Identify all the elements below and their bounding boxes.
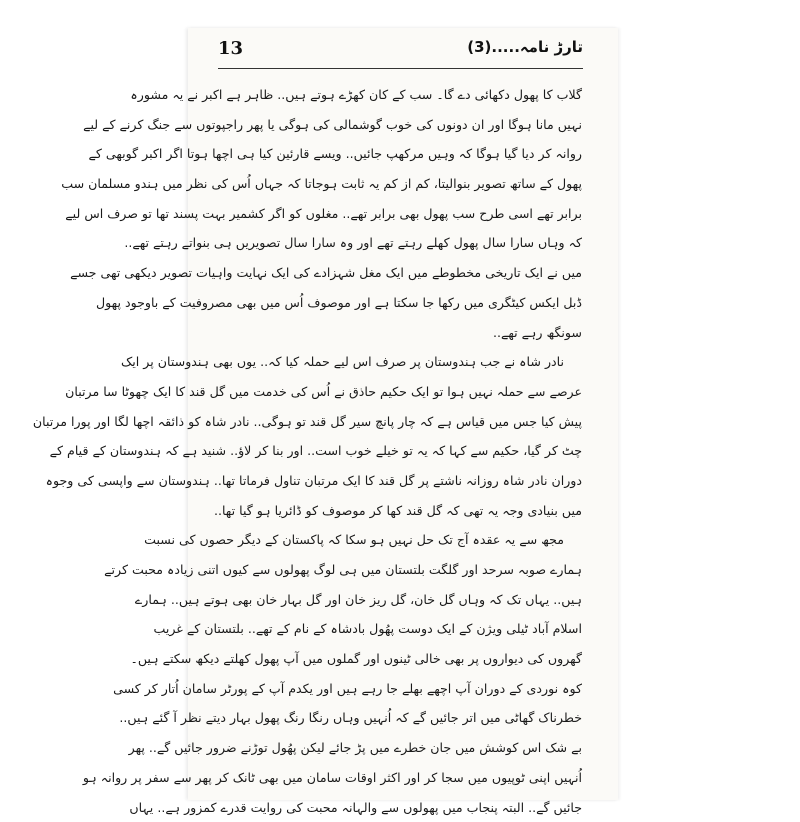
text-line: سونگھ رہے تھے..: [218, 318, 582, 348]
text-line: دوران نادر شاہ روزانہ ناشتے پر گل قند کا ایک مرتبان تناول فرماتا تھا.. ہندوستان سے واپسی کی وجوہ: [218, 466, 582, 496]
text-line: کہ وہاں سارا سال پھول کھلے رہتے تھے اور وہ سارا سال تصویریں ہی بنواتے رہتے تھے..: [218, 228, 582, 258]
text-line: برابر تھے اسی طرح سب پھول بھی برابر تھے.. مغلوں کو اگر کشمیر بہت پسند تھا تو صرف اس لیے: [218, 199, 582, 229]
text-line: گلاب کا پھول دکھائی دے گا۔ سب کے کان کھڑے ہوتے ہیں.. ظاہر ہے اکبر نے یہ مشورہ: [218, 80, 582, 110]
text-line: اُنہیں اپنی ٹوپیوں میں سجا کر اور اکثر اوقات سامان میں بھی ٹانک کر پھر سے سفر پر روانہ ہو: [218, 763, 582, 793]
paragraph: [218, 347, 582, 525]
text-line: کوہ نوردی کے دوران آپ اچھے بھلے جا رہے ہیں اور یکدم آپ کے پورٹر سامان اُتار کر کسی: [218, 674, 582, 704]
page-header: [218, 38, 583, 69]
text-line: ڈبل ایکس کیٹگری میں رکھا جا سکتا ہے اور موصوف اُس میں بھی مصروفیت کے باوجود پھول: [218, 288, 582, 318]
text-line: خطرناک گھاٹی میں اتر جائیں گے کہ اُنہیں وہاں رنگا رنگ پھول بہار دیتے نظر آ گئے ہیں..: [218, 703, 582, 733]
text-line: ہمارے صوبہ سرحد اور گلگت بلتستان میں ہی لوگ پھولوں سے کیوں اتنی زیادہ محبت کرتے: [218, 555, 582, 585]
text-line: روانہ کر دیا گیا ہوگا کہ وہیں مرکھپ جائیں.. ویسے قارئین کیا ہی اچھا ہوتا اگر اکبر گوبھی کے: [218, 139, 582, 169]
text-line: میں بنیادی وجہ یہ تھی کہ گل قند کھا کر موصوف کو ڈائریا ہو گیا تھا..: [218, 496, 582, 526]
text-line: پیش کیا جس میں قیاس ہے کہ چار پانچ سیر گل قند تو ہوگی.. نادر شاہ کو ذائقہ اچھا لگا اور پورا مرتبان: [218, 407, 582, 437]
text-line: نادر شاہ نے جب ہندوستان پر صرف اس لیے حملہ کیا کہ.. یوں بھی ہندوستان پر ایک: [218, 347, 582, 377]
text-line: جائیں گے.. البتہ پنجاب میں پھولوں سے والہانہ محبت کی روایت قدرے کمزور ہے.. یہاں: [218, 793, 582, 822]
text-line: پھول کے ساتھ تصویر بنوالیتا، کم از کم یہ ثابت ہوجاتا کہ جہاں اُس کی نظر میں ہندو مسلمان سب: [218, 169, 582, 199]
text-line: اسلام آباد ٹیلی ویژن کے ایک دوست پھُول بادشاہ کے نام کے تھے.. بلتستان کے غریب: [218, 614, 582, 644]
page-number: 13: [218, 38, 243, 59]
text-line: بے شک اس کوشش میں جان خطرے میں پڑ جائے لیکن پھُول توڑنے ضرور جائیں گے.. پھر: [218, 733, 582, 763]
text-line: مجھ سے یہ عقدہ آج تک حل نہیں ہو سکا کہ پاکستان کے دیگر حصوں کی نسبت: [218, 525, 582, 555]
text-line: ہیں.. یہاں تک کہ وہاں گل خان، گل ریز خان اور گل بہار خان بھی ہوتے ہیں.. ہمارے: [218, 585, 582, 615]
text-line: چٹ کر گیا، حکیم سے کہا کہ یہ تو خیلے خوب است.. اور بنا کر لاؤ.. شنید ہے کہ ہندوستان کے قیام کے: [218, 436, 582, 466]
running-title: تارڑ نامہ.....(3): [467, 38, 583, 56]
paragraph: [218, 80, 582, 347]
book-page: [188, 28, 618, 800]
text-line: عرصے سے حملہ نہیں ہوا تو ایک حکیم حاذق نے اُس کی خدمت میں گل قند کا ایک چھوٹا سا مرتبان: [218, 377, 582, 407]
text-line: گھروں کی دیواروں پر بھی خالی ٹینوں اور گملوں میں آپ پھول کھلتے دیکھ سکتے ہیں۔: [218, 644, 582, 674]
body-text: [218, 80, 582, 822]
paragraph: [218, 525, 582, 822]
text-line: میں نے ایک تاریخی مخطوطے میں ایک مغل شہزادے کی ایک نہایت واہیات تصویر دیکھی تھی جسے: [218, 258, 582, 288]
text-line: نہیں مانا ہوگا اور ان دونوں کی خوب گوشمالی کی ہوگی یا پھر راجپوتوں سے جنگ کرنے کے لیے: [218, 110, 582, 140]
